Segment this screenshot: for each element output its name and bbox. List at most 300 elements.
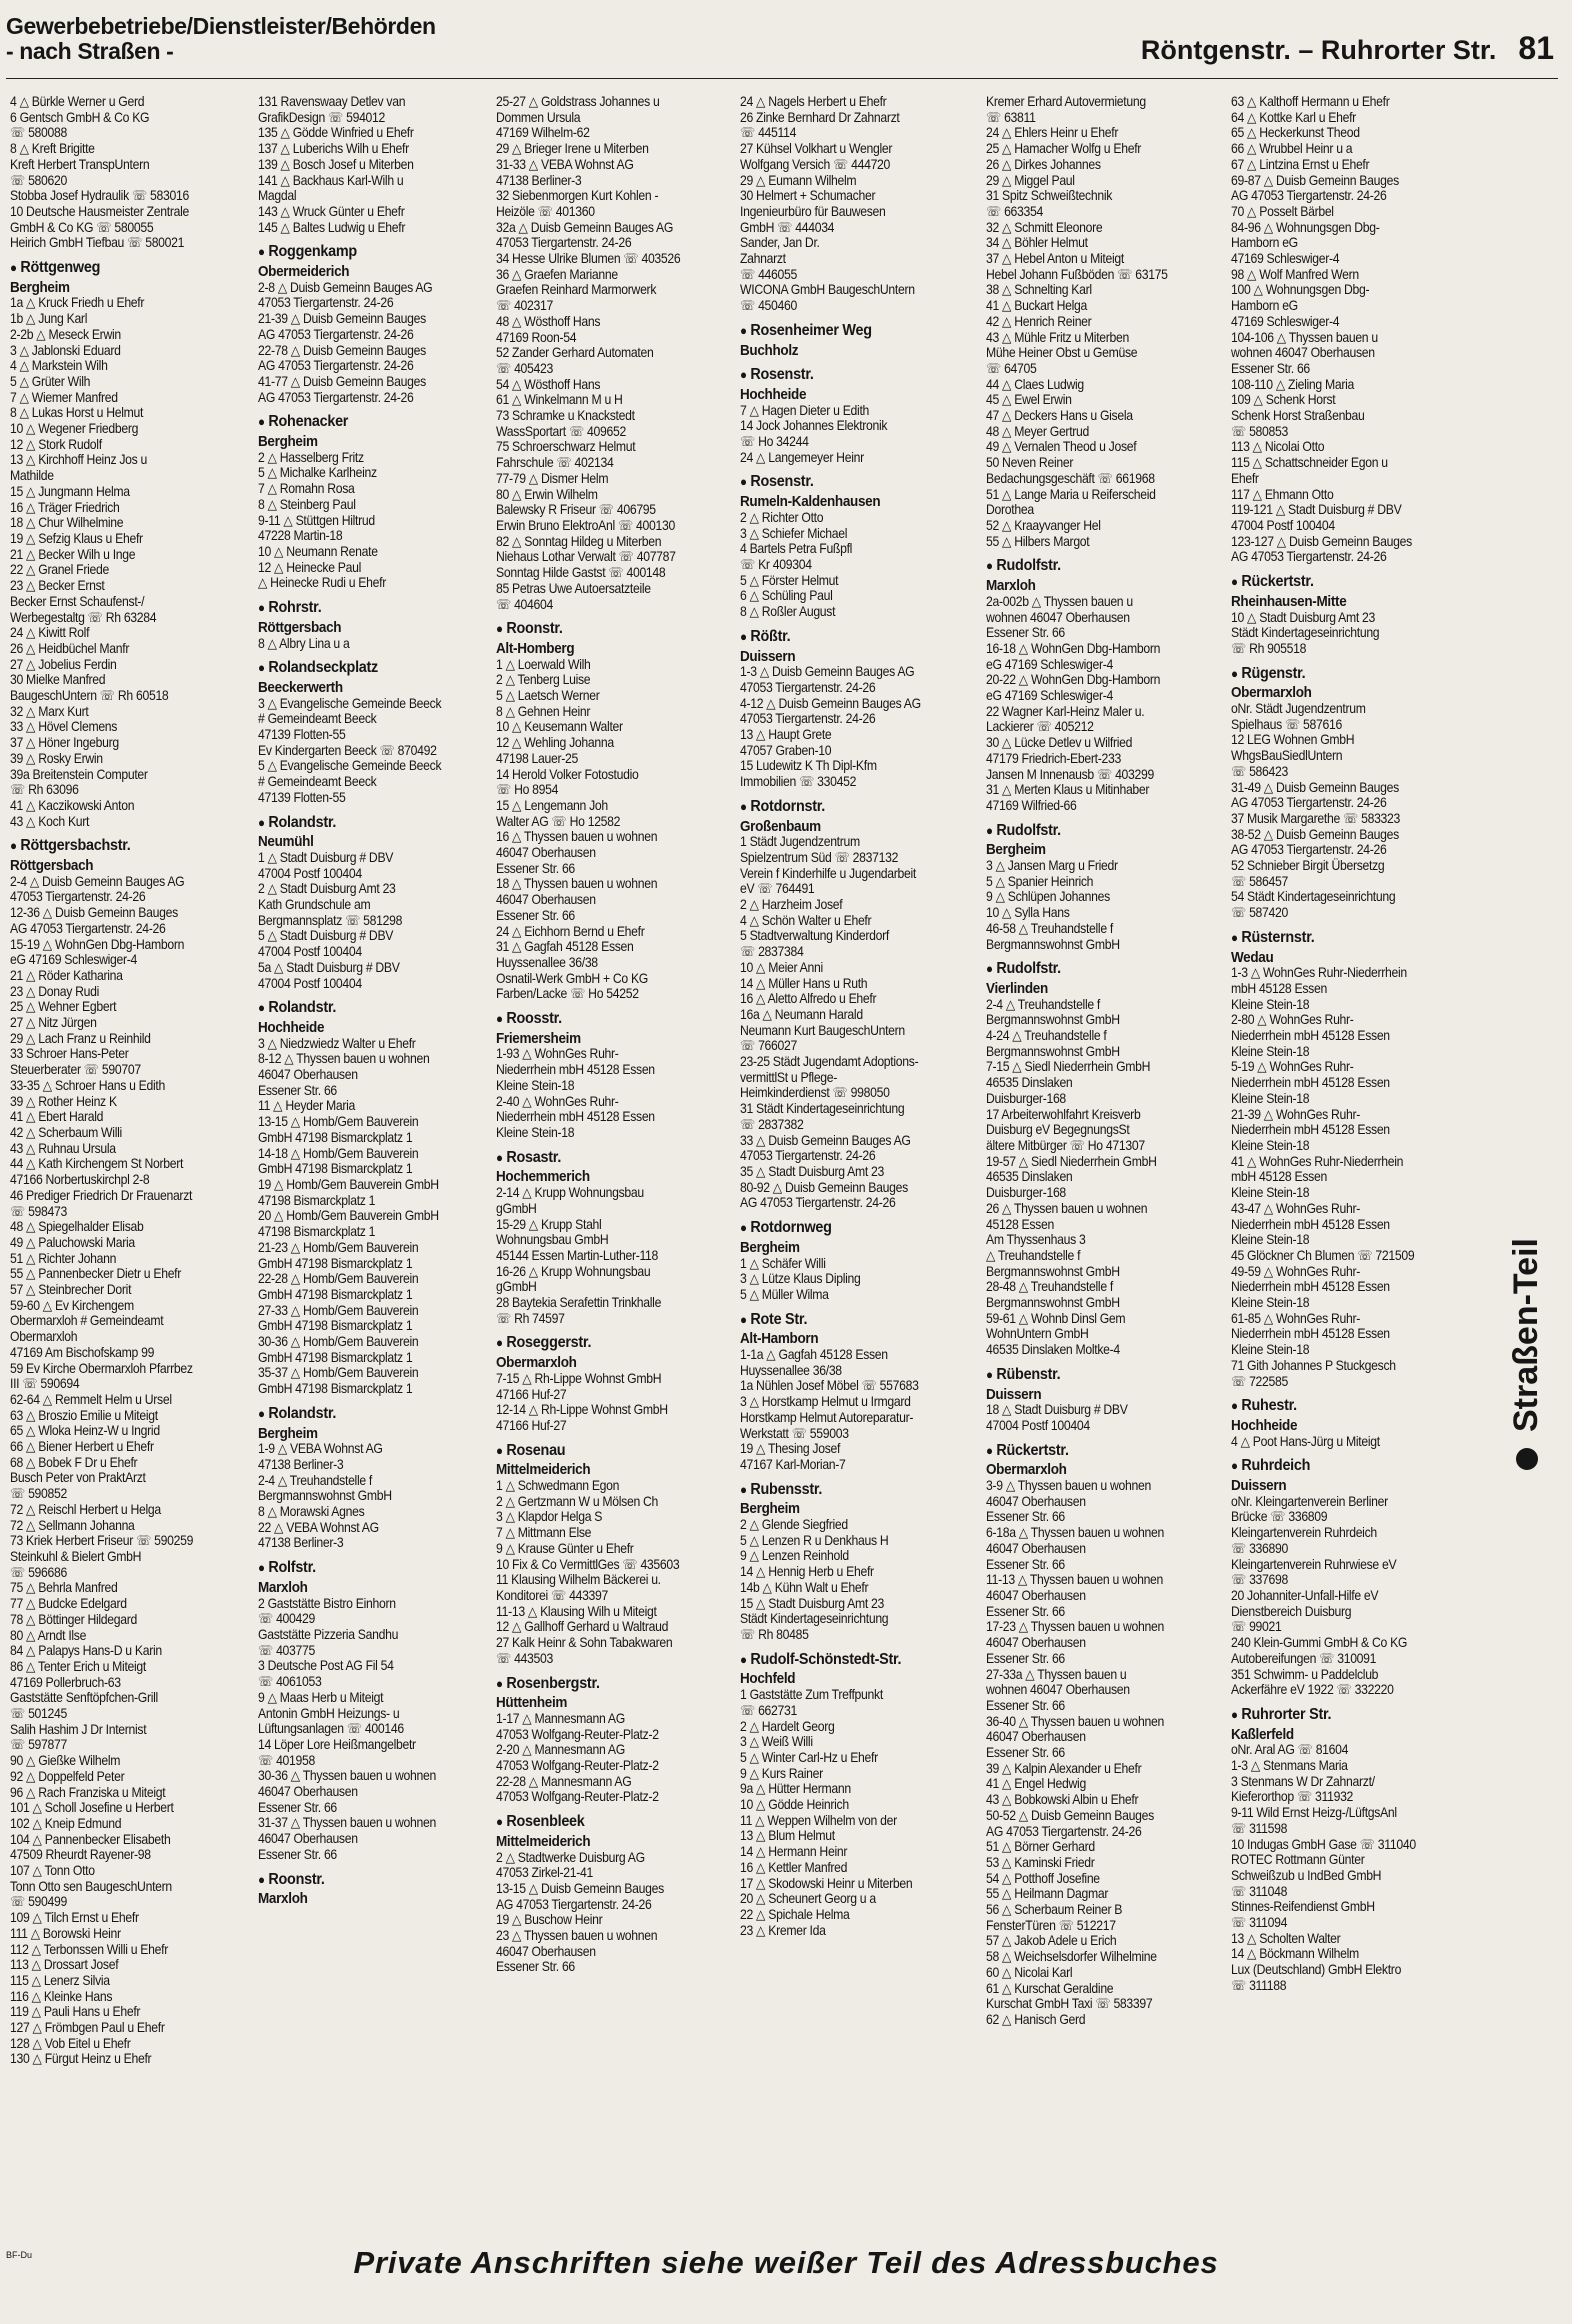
- listing-entry: Städt Kindertageseinrichtung: [740, 1611, 889, 1627]
- listing-entry: 7 △ Wiemer Manfred: [10, 389, 118, 405]
- district-heading: Neumühl: [258, 833, 314, 851]
- street-heading: ● Ruhrorter Str.: [1231, 1707, 1440, 1723]
- listing-entry: 22 △ Granel Friede: [10, 562, 109, 578]
- listing-entry: Graefen Reinhard Marmorwerk: [496, 282, 657, 298]
- listing-entry: 5 △ Laetsch Werner: [496, 688, 600, 704]
- listing-entry: 5 △ Winter Carl-Hz u Ehefr: [740, 1749, 878, 1765]
- district-heading: Duissern: [986, 1385, 1042, 1403]
- listing-entry: 1 △ Loerwald Wilh: [496, 656, 591, 672]
- listing-entry: Hebel Johann Fußböden ☏ 63175: [986, 266, 1168, 282]
- listing-entry: 4 △ Bürkle Werner u Gerd: [10, 94, 145, 109]
- listing-entry: 14 Herold Volker Fotostudio: [496, 766, 639, 782]
- listing-entry: ☏ 403775: [258, 1642, 316, 1658]
- listing-entry: 27 Kalk Heinr & Sohn Tabakwaren: [496, 1635, 673, 1651]
- listing-entry: 26 △ Thyssen bauen u wohnen: [986, 1200, 1148, 1216]
- listing-entry: 12-36 △ Duisb Gemeinn Bauges: [10, 905, 178, 921]
- street-heading: ● Rosenbergstr.: [496, 1676, 705, 1692]
- listing-entry: ☏ 580620: [10, 172, 68, 188]
- listing-entry: 48 △ Meyer Gertrud: [986, 423, 1090, 439]
- listing-entry: 59-60 △ Ev Kirchengem: [10, 1297, 134, 1313]
- street-heading: ● Rudolfstr.: [986, 558, 1195, 574]
- listing-entry: Mathilde: [10, 468, 54, 484]
- listing-entry: Bergmannswohnst GmbH: [986, 1012, 1120, 1028]
- listing-entry: 8 △ Lukas Horst u Helmut: [10, 405, 144, 421]
- listing-entry: 20-22 △ WohnGen Dbg-Hamborn: [986, 672, 1161, 688]
- listing-entry: 8 △ Kreft Brigitte: [10, 141, 95, 157]
- district-heading: Mittelmeiderich: [496, 1461, 591, 1479]
- listing-entry: 16-18 △ WohnGen Dbg-Hamborn: [986, 640, 1161, 656]
- listing-entry: 3 △ Evangelische Gemeinde Beeck: [258, 695, 442, 711]
- listing-entry: 46047 Oberhausen: [258, 1784, 358, 1800]
- listing-entry: 1 △ Schäfer Willi: [740, 1255, 826, 1271]
- listing-entry: Fahrschule ☏ 402134: [496, 455, 614, 471]
- listing-entry: 47 △ Deckers Hans u Gisela: [986, 408, 1133, 424]
- listing-entry: 44 △ Claes Ludwig: [986, 376, 1084, 392]
- street-heading: ● Rosenstr.: [740, 367, 949, 383]
- listing-entry: 13 △ Blum Helmut: [740, 1828, 835, 1844]
- listing-entry: 15 Ludewitz K Th Dipl-Kfm: [740, 758, 877, 774]
- listing-entry: 21-23 △ Homb/Gem Bauverein: [258, 1239, 419, 1255]
- street-heading: ● Ruhestr.: [1231, 1398, 1440, 1414]
- district-heading: Rheinhausen-Mitte: [1231, 592, 1347, 610]
- listing-entry: GmbH 47198 Bismarckplatz 1: [258, 1161, 413, 1177]
- listing-entry: 47166 Huf-27: [496, 1417, 567, 1433]
- listing-entry: 46535 Dinslaken Moltke-4: [986, 1342, 1120, 1358]
- listing-entry: 115 △ Lenerz Silvia: [10, 1972, 110, 1988]
- listing-entry: 26 Zinke Bernhard Dr Zahnarzt: [740, 109, 900, 125]
- listing-entry: 19-57 △ Siedl Niederrhein GmbH: [986, 1153, 1157, 1169]
- listing-entry: 351 Schwimm- u Paddelclub: [1231, 1666, 1379, 1682]
- listing-entry: 42 △ Scherbaum Willi: [10, 1125, 122, 1140]
- listing-entry: 5a △ Stadt Duisburg # DBV: [258, 959, 400, 975]
- listing-entry: 57 △ Steinbrecher Dorit: [10, 1282, 132, 1298]
- listing-entry: 4 △ Schön Walter u Ehefr: [740, 912, 872, 928]
- listing-entry: GmbH 47198 Bismarckplatz 1: [258, 1318, 413, 1334]
- listing-entry: 104 △ Pannenbecker Elisabeth: [10, 1831, 171, 1847]
- listing-entry: Autobereifungen ☏ 310091: [1231, 1650, 1377, 1666]
- listing-entry: 55 △ Hilbers Margot: [986, 533, 1090, 549]
- listing-entry: 58 △ Weichselsdorfer Wilhelmine: [986, 1949, 1157, 1965]
- listing-entry: Essener Str. 66: [258, 1799, 337, 1815]
- listing-entry: 33 Schroer Hans-Peter: [10, 1046, 129, 1062]
- listing-entry: 47198 Lauer-25: [496, 750, 578, 766]
- listing-entry: Tonn Otto sen BaugeschUntern: [10, 1878, 172, 1894]
- listing-entry: 30 △ Lücke Detlev u Wilfried: [986, 735, 1133, 751]
- listing-entry: 9 △ Kurs Rainer: [740, 1765, 823, 1781]
- listing-entry: 62-64 △ Remmelt Helm u Ursel: [10, 1391, 172, 1407]
- listing-entry: Essener Str. 66: [986, 1556, 1065, 1572]
- listing-entry: Essener Str. 66: [1231, 360, 1310, 376]
- listing-entry: Farben/Lacke ☏ Ho 54252: [496, 986, 639, 1002]
- listing-entry: 25 △ Wehner Egbert: [10, 999, 117, 1015]
- column-2: [258, 94, 467, 2234]
- street-heading: ● Rückertstr.: [1231, 574, 1440, 590]
- listing-entry: 47004 Postf 100404: [258, 944, 362, 960]
- listing-entry: Niederrhein mbH 45128 Essen: [496, 1109, 655, 1125]
- listing-entry: 47167 Karl-Morian-7: [740, 1456, 846, 1472]
- listing-entry: AG 47053 Tiergartenstr. 24-26: [1231, 795, 1387, 811]
- listing-entry: 14 △ Hermann Heinr: [740, 1844, 848, 1860]
- listing-entry: 92 △ Doppelfeld Peter: [10, 1768, 125, 1784]
- listing-entry: 10 △ Keusemann Walter: [496, 719, 623, 735]
- listing-entry: 47004 Postf 100404: [258, 975, 362, 991]
- listing-entry: 12 △ Gallhoff Gerhard u Waltraud: [496, 1619, 669, 1635]
- listing-entry: 117 △ Ehmann Otto: [1231, 486, 1334, 502]
- listing-entry: 49 △ Vernalen Theod u Josef: [986, 439, 1137, 455]
- listing-entry: 9 △ Maas Herb u Miteigt: [258, 1689, 384, 1705]
- listing-entry: 21-39 △ WohnGes Ruhr-: [1231, 1106, 1361, 1122]
- district-heading: Hochheide: [258, 1018, 325, 1036]
- listing-entry: AG 47053 Tiergartenstr. 24-26: [258, 389, 414, 405]
- listing-entry: 16-26 △ Krupp Wohnungsbau: [496, 1263, 651, 1279]
- listing-entry: 22 △ VEBA Wohnst AG: [258, 1519, 379, 1535]
- listing-entry: 13-15 △ Duisb Gemeinn Bauges: [496, 1880, 664, 1896]
- listing-entry: BaugeschUntern ☏ Rh 60518: [10, 688, 169, 704]
- listing-entry: 2 △ Hardelt Georg: [740, 1718, 835, 1734]
- listing-entry: ☏ 400429: [258, 1611, 316, 1627]
- listing-entry: 18 △ Thyssen bauen u wohnen: [496, 876, 658, 892]
- street-range: Röntgenstr. – Ruhrorter Str.: [1140, 35, 1497, 65]
- listing-entry: 41 △ Engel Hedwig: [986, 1776, 1086, 1792]
- listing-entry: 47004 Postf 100404: [258, 865, 362, 881]
- listing-entry: 104-106 △ Thyssen bauen u: [1231, 329, 1378, 345]
- listing-entry: GmbH 47198 Bismarckplatz 1: [258, 1381, 413, 1397]
- listing-entry: 67 △ Lintzina Ernst u Ehefr: [1231, 156, 1370, 172]
- listing-entry: 34 Hesse Ulrike Blumen ☏ 403526: [496, 251, 681, 267]
- listing-entry: 10 △ Sylla Hans: [986, 905, 1070, 921]
- listing-entry: 2a-002b △ Thyssen bauen u: [986, 593, 1133, 609]
- listing-entry: 45144 Essen Martin-Luther-118: [496, 1247, 659, 1263]
- listing-entry: 30 Mielke Manfred: [10, 672, 106, 688]
- listing-entry: Kleingartenverein Ruhrwiese eV: [1231, 1556, 1397, 1572]
- district-heading: Alt-Hamborn: [740, 1330, 819, 1348]
- listing-entry: 119 △ Pauli Hans u Ehefr: [10, 2004, 141, 2020]
- listing-entry: 12 LEG Wohnen GmbH: [1231, 732, 1355, 748]
- listing-entry: 23-25 Städt Jugendamt Adoptions-: [740, 1054, 919, 1070]
- listing-entry: 47053 Zirkel-21-41: [496, 1865, 594, 1881]
- listing-entry: 3 Stenmans W Dr Zahnarzt/: [1231, 1773, 1375, 1789]
- listing-entry: 31-37 △ Thyssen bauen u wohnen: [258, 1815, 436, 1831]
- listing-entry: GmbH & Co KG ☏ 580055: [10, 219, 154, 235]
- listing-entry: 14b △ Kühn Walt u Ehefr: [740, 1579, 869, 1595]
- listing-entry: 30 Helmert + Schumacher: [740, 188, 876, 204]
- listing-entry: 47228 Martin-18: [258, 528, 343, 544]
- street-heading: ● Rolandstr.: [258, 815, 467, 831]
- listing-entry: 32 △ Schmitt Eleonore: [986, 219, 1103, 235]
- listing-entry: 31 Städt Kindertageseinrichtung: [740, 1101, 905, 1117]
- listing-entry: Steuerberater ☏ 590707: [10, 1062, 141, 1078]
- district-heading: Großenbaum: [740, 817, 821, 835]
- listing-entry: 17-23 △ Thyssen bauen u wohnen: [986, 1619, 1164, 1635]
- listing-entry: Konditorei ☏ 443397: [496, 1587, 609, 1603]
- street-heading: ● Roonstr.: [258, 1872, 467, 1888]
- listing-entry: 36-40 △ Thyssen bauen u wohnen: [986, 1713, 1164, 1729]
- listing-entry: Essener Str. 66: [986, 1509, 1065, 1525]
- listing-entry: oNr. Aral AG ☏ 81604: [1231, 1742, 1349, 1758]
- page-number: 81: [1518, 30, 1554, 66]
- listing-entry: 141 △ Backhaus Karl-Wilh u: [258, 172, 404, 188]
- listing-entry: 10 Fix & Co VermittlGes ☏ 435603: [496, 1556, 680, 1572]
- listing-entry: Essener Str. 66: [986, 1745, 1065, 1761]
- district-heading: Buchholz: [740, 341, 799, 359]
- listing-entry: Niederrhein mbH 45128 Essen: [1231, 1326, 1390, 1342]
- listing-entry: 31-33 △ VEBA Wohnst AG: [496, 156, 634, 172]
- listing-entry: Schweißzub u IndBed GmbH: [1231, 1867, 1382, 1883]
- listing-entry: 41 △ Ebert Harald: [10, 1109, 104, 1125]
- listing-entry: Kleine Stein-18: [1231, 996, 1310, 1012]
- street-heading: ● Rosastr.: [496, 1150, 705, 1166]
- listing-entry: 15 △ Jungmann Helma: [10, 483, 130, 499]
- district-heading: Marxloh: [986, 577, 1036, 595]
- listing-entry: AG 47053 Tiergartenstr. 24-26: [1231, 842, 1387, 858]
- listing-entry: 16 △ Träger Friedrich: [10, 499, 120, 515]
- listing-entry: 3 △ Klapdor Helga S: [496, 1509, 603, 1525]
- listing-entry: Bergmannsplatz ☏ 581298: [258, 912, 403, 928]
- listing-entry: gGmbH: [496, 1279, 537, 1295]
- listing-entry: Spielzentrum Süd ☏ 2837132: [740, 849, 899, 865]
- listing-entry: 8 △ Steinberg Paul: [258, 496, 356, 512]
- listing-entry: wohnen 46047 Oberhausen: [986, 1682, 1130, 1698]
- listing-entry: AG 47053 Tiergartenstr. 24-26: [258, 326, 414, 342]
- listing-entry: 3 △ Weiß Willi: [740, 1734, 813, 1750]
- listing-entry: 80 △ Arndt Ilse: [10, 1627, 87, 1643]
- listing-entry: 75 △ Behrla Manfred: [10, 1580, 118, 1596]
- listing-entry: 28-48 △ Treuhandstelle f: [986, 1279, 1113, 1295]
- listing-entry: 47139 Flotten-55: [258, 789, 346, 805]
- listing-entry: 2-40 △ WohnGes Ruhr-: [496, 1093, 619, 1109]
- listing-entry: 43-47 △ WohnGes Ruhr-: [1231, 1200, 1361, 1216]
- listing-entry: ☏ 99021: [1231, 1619, 1282, 1635]
- listing-entry: 101 △ Scholl Josefine u Herbert: [10, 1800, 174, 1816]
- listing-entry: mbH 45128 Essen: [1231, 1169, 1327, 1185]
- listing-entry: 29 △ Lach Franz u Reinhild: [10, 1030, 151, 1046]
- listing-entry: Sonntag Hilde Gastst ☏ 400148: [496, 565, 666, 581]
- listing-entry: 47198 Bismarckplatz 1: [258, 1224, 376, 1240]
- listing-entry: Heimkinderdienst ☏ 998050: [740, 1085, 890, 1101]
- listing-entry: 21-39 △ Duisb Gemeinn Bauges: [258, 311, 426, 327]
- street-heading: ● Rote Str.: [740, 1312, 949, 1328]
- listing-entry: 49-59 △ WohnGes Ruhr-: [1231, 1263, 1361, 1279]
- street-heading: ● Roonstr.: [496, 621, 705, 637]
- listing-entry: Obermarxloh: [10, 1329, 78, 1345]
- listing-entry: 46047 Oberhausen: [496, 845, 596, 861]
- listing-entry: ☏ Ho 8954: [496, 782, 559, 798]
- listing-entry: # Gemeindeamt Beeck: [258, 711, 377, 727]
- listing-entry: 10 Deutsche Hausmeister Zentrale: [10, 203, 189, 219]
- listing-entry: 28 Baytekia Serafettin Trinkhalle: [496, 1295, 662, 1311]
- listing-entry: 63 △ Broszio Emilie u Miteigt: [10, 1407, 158, 1423]
- listing-entry: Duisburger-168: [986, 1090, 1066, 1106]
- listing-entry: 2-8 △ Duisb Gemeinn Bauges AG: [258, 279, 433, 295]
- listing-entry: 61 △ Kurschat Geraldine: [986, 1980, 1114, 1996]
- listing-entry: Wolfgang Versich ☏ 444720: [740, 156, 891, 172]
- listing-entry: ☏ Ho 34244: [740, 434, 809, 450]
- listing-entry: ☏ 311048: [1231, 1883, 1288, 1899]
- listing-entry: 12 △ Stork Rudolf: [10, 436, 102, 452]
- listing-entry: Spielhaus ☏ 587616: [1231, 716, 1342, 732]
- listing-entry: 1b △ Jung Karl: [10, 311, 88, 327]
- listing-entry: Lackierer ☏ 405212: [986, 719, 1094, 735]
- listing-entry: wohnen 46047 Oberhausen: [1231, 345, 1375, 361]
- listing-entry: Kleine Stein-18: [496, 1125, 575, 1140]
- column-5: [986, 94, 1195, 2234]
- listing-entry: 21 △ Röder Katharina: [10, 967, 123, 983]
- listing-entry: 1 Gaststätte Zum Treffpunkt: [740, 1687, 883, 1703]
- listing-entry: 22-78 △ Duisb Gemeinn Bauges: [258, 342, 426, 358]
- street-heading: ● Rudolf-Schönstedt-Str.: [740, 1652, 949, 1668]
- listing-entry: 19 △ Homb/Gem Bauverein GmbH: [258, 1177, 439, 1192]
- listing-entry: Hamborn eG: [1231, 235, 1298, 251]
- listing-entry: ☏ 404604: [496, 596, 554, 612]
- listing-entry: 22-28 △ Homb/Gem Bauverein: [258, 1271, 419, 1287]
- listing-entry: 2-80 △ WohnGes Ruhr-: [1231, 1012, 1354, 1028]
- listing-entry: 48 △ Spiegelhalder Elisab: [10, 1219, 144, 1235]
- heading-line-1: Gewerbebetriebe/Dienstleister/Behörden: [6, 13, 436, 39]
- district-heading: Hochheide: [740, 385, 807, 403]
- listing-entry: Walter AG ☏ Ho 12582: [496, 813, 621, 829]
- listing-entry: ☏ Rh 63096: [10, 782, 79, 798]
- listing-entry: 123-127 △ Duisb Gemeinn Bauges: [1231, 533, 1412, 549]
- print-code: BF-Du: [6, 2250, 33, 2260]
- listing-entry: 24 △ Langemeyer Heinr: [740, 449, 864, 465]
- district-heading: Bergheim: [986, 841, 1046, 859]
- listing-entry: 45 △ Ewel Erwin: [986, 392, 1072, 408]
- listing-entry: 16 △ Kettler Manfred: [740, 1859, 848, 1875]
- listing-entry: 47198 Bismarckplatz 1: [258, 1192, 376, 1208]
- listing-entry: Bergmannswohnst GmbH: [258, 1488, 392, 1504]
- listing-entry: 49 △ Paluchowski Maria: [10, 1234, 135, 1250]
- listing-entry: 47169 Wilhelm-62: [496, 125, 590, 141]
- listing-entry: 2 △ Tenberg Luise: [496, 672, 591, 688]
- listing-entry: 100 △ Wohnungsgen Dbg-: [1231, 282, 1370, 298]
- listing-entry: 54 Städt Kindertageseinrichtung: [1231, 889, 1396, 905]
- listing-entry: 18 △ Stadt Duisburg # DBV: [986, 1402, 1128, 1418]
- listing-entry: 10 △ Wegener Friedberg: [10, 421, 139, 437]
- listing-entry: 11 Klausing Wilhelm Bäckerei u.: [496, 1572, 661, 1588]
- listing-entry: Kremer Erhard Autovermietung: [986, 94, 1146, 109]
- listing-entry: 72 △ Reischl Herbert u Helga: [10, 1501, 161, 1517]
- listing-entry: Magdal: [258, 188, 297, 204]
- district-heading: Bergheim: [740, 1238, 800, 1256]
- listing-entry: 26 △ Dirkes Johannes: [986, 156, 1101, 172]
- listing-entry: 47138 Berliner-3: [258, 1456, 344, 1472]
- listing-entry: 47169 Schleswiger-4: [1231, 313, 1340, 329]
- listing-entry: Duisburger-168: [986, 1185, 1066, 1201]
- listing-entry: 65 △ Wloka Heinz-W u Ingrid: [10, 1423, 160, 1439]
- listing-entry: 20 △ Scheunert Georg u a: [740, 1891, 876, 1907]
- listing-entry: Niederrhein mbH 45128 Essen: [1231, 1075, 1390, 1091]
- listing-entry: GmbH 47198 Bismarckplatz 1: [258, 1349, 413, 1365]
- listing-entry: GmbH 47198 Bismarckplatz 1: [258, 1286, 413, 1302]
- listing-entry: 47004 Postf 100404: [1231, 517, 1335, 533]
- listing-entry: Erwin Bruno ElektroAnl ☏ 400130: [496, 517, 675, 533]
- listing-entry: 27 Kühsel Volkhart u Wengler: [740, 141, 893, 157]
- listing-entry: Kath Grundschule am: [258, 897, 371, 913]
- listing-entry: 46047 Oberhausen: [986, 1729, 1086, 1745]
- listing-entry: eG 47169 Schleswiger-4: [986, 688, 1114, 704]
- listing-entry: 47053 Tiergartenstr. 24-26: [740, 711, 876, 727]
- listing-entry: eG 47169 Schleswiger-4: [10, 952, 138, 968]
- listing-entry: Neumann Kurt BaugeschUntern: [740, 1022, 905, 1038]
- listing-entry: Balewsky R Friseur ☏ 406795: [496, 502, 656, 518]
- listing-entry: ☏ 2837382: [740, 1116, 804, 1132]
- listing-entry: 65 △ Heckerkunst Theod: [1231, 125, 1360, 141]
- listing-entry: 5 △ Grüter Wilh: [10, 373, 91, 389]
- listing-entry: ☏ 402317: [496, 298, 554, 314]
- listing-entry: 47053 Wolfgang-Reuter-Platz-2: [496, 1758, 659, 1774]
- listing-entry: 59-61 △ Wohnb Dinsl Gem: [986, 1310, 1126, 1326]
- listing-entry: 31-49 △ Duisb Gemeinn Bauges: [1231, 779, 1399, 795]
- district-heading: Vierlinden: [986, 979, 1048, 997]
- listing-entry: Mühe Heiner Obst u Gemüse: [986, 345, 1138, 361]
- listing-entry: 113 △ Drossart Josef: [10, 1957, 119, 1973]
- listing-entry: 50-52 △ Duisb Gemeinn Bauges: [986, 1807, 1154, 1823]
- listing-entry: 4 △ Poot Hans-Jürg u Miteigt: [1231, 1433, 1380, 1449]
- listing-entry: 5 △ Spanier Heinrich: [986, 873, 1094, 889]
- listing-entry: AG 47053 Tiergartenstr. 24-26: [986, 1823, 1142, 1839]
- listing-entry: ROTEC Rottmann Günter: [1231, 1852, 1365, 1868]
- listing-entry: ☏ 596686: [10, 1564, 68, 1580]
- listing-entry: 47169 Schleswiger-4: [1231, 251, 1340, 267]
- listing-entry: ☏ 445114: [740, 125, 797, 141]
- district-heading: Kaßlerfeld: [1231, 1725, 1294, 1743]
- listing-entry: AG 47053 Tiergartenstr. 24-26: [1231, 188, 1387, 204]
- street-heading: ● Rosenau: [496, 1443, 705, 1459]
- listing-entry: 47053 Tiergartenstr. 24-26: [740, 1148, 876, 1164]
- listing-entry: III ☏ 590694: [10, 1376, 80, 1392]
- listing-entry: 24 △ Ehlers Heinr u Ehefr: [986, 125, 1119, 141]
- listing-entry: Heirich GmbH Tiefbau ☏ 580021: [10, 235, 185, 251]
- listing-entry: Salih Hashim J Dr Internist: [10, 1721, 147, 1737]
- listing-entry: 47004 Postf 100404: [986, 1417, 1090, 1433]
- listing-entry: △ Treuhandstelle f: [986, 1247, 1081, 1263]
- district-heading: Bergheim: [258, 433, 318, 451]
- listing-entry: ☏ 663354: [986, 203, 1044, 219]
- listing-entry: Kleine Stein-18: [1231, 1295, 1310, 1311]
- listing-entry: 109 △ Schenk Horst: [1231, 392, 1336, 408]
- listing-entry: 20 Johanniter-Unfall-Hilfe eV: [1231, 1587, 1379, 1603]
- listing-entry: 10 △ Meier Anni: [740, 959, 823, 975]
- listing-entry: 9 △ Lenzen Reinhold: [740, 1548, 849, 1564]
- listing-entry: 52 △ Kraayvanger Hel: [986, 517, 1101, 533]
- listing-entry: 47138 Berliner-3: [258, 1535, 344, 1551]
- listing-entry: 26 △ Heidbüchel Manfr: [10, 640, 130, 656]
- listing-entry: 3 △ Jablonski Eduard: [10, 342, 121, 358]
- listing-entry: wohnen 46047 Oberhausen: [986, 609, 1130, 625]
- listing-entry: eG 47169 Schleswiger-4: [986, 656, 1114, 672]
- listing-entry: 78 △ Böttinger Hildegard: [10, 1611, 137, 1627]
- listing-entry: gGmbH: [496, 1200, 537, 1216]
- listing-entry: 57 △ Jakob Adele u Erich: [986, 1933, 1117, 1949]
- listing-entry: 33-35 △ Schroer Hans u Edith: [10, 1077, 165, 1093]
- listing-entry: 8-12 △ Thyssen bauen u wohnen: [258, 1051, 430, 1067]
- page-heading: [6, 14, 436, 64]
- listing-entry: ☏ 598473: [10, 1203, 68, 1219]
- listing-entry: 4-12 △ Duisb Gemeinn Bauges AG: [740, 695, 921, 711]
- listing-entry: 13 △ Haupt Grete: [740, 727, 832, 743]
- column-6: [1231, 94, 1440, 2234]
- listing-entry: 43 △ Mühle Fritz u Miterben: [986, 329, 1130, 345]
- listing-entry: 42 △ Henrich Reiner: [986, 313, 1092, 329]
- listing-entry: mbH 45128 Essen: [1231, 980, 1327, 996]
- listing-entry: 113 △ Nicolai Otto: [1231, 439, 1325, 455]
- listing-entry: ☏ 450460: [740, 298, 798, 314]
- district-heading: Hüttenheim: [496, 1694, 568, 1712]
- listing-entry: ☏ 586423: [1231, 763, 1289, 779]
- listing-entry: 15-19 △ WohnGen Dbg-Hamborn: [10, 936, 185, 952]
- listing-entry: 14 △ Hennig Herb u Ehefr: [740, 1564, 874, 1580]
- listing-entry: Wohnungsbau GmbH: [496, 1232, 609, 1248]
